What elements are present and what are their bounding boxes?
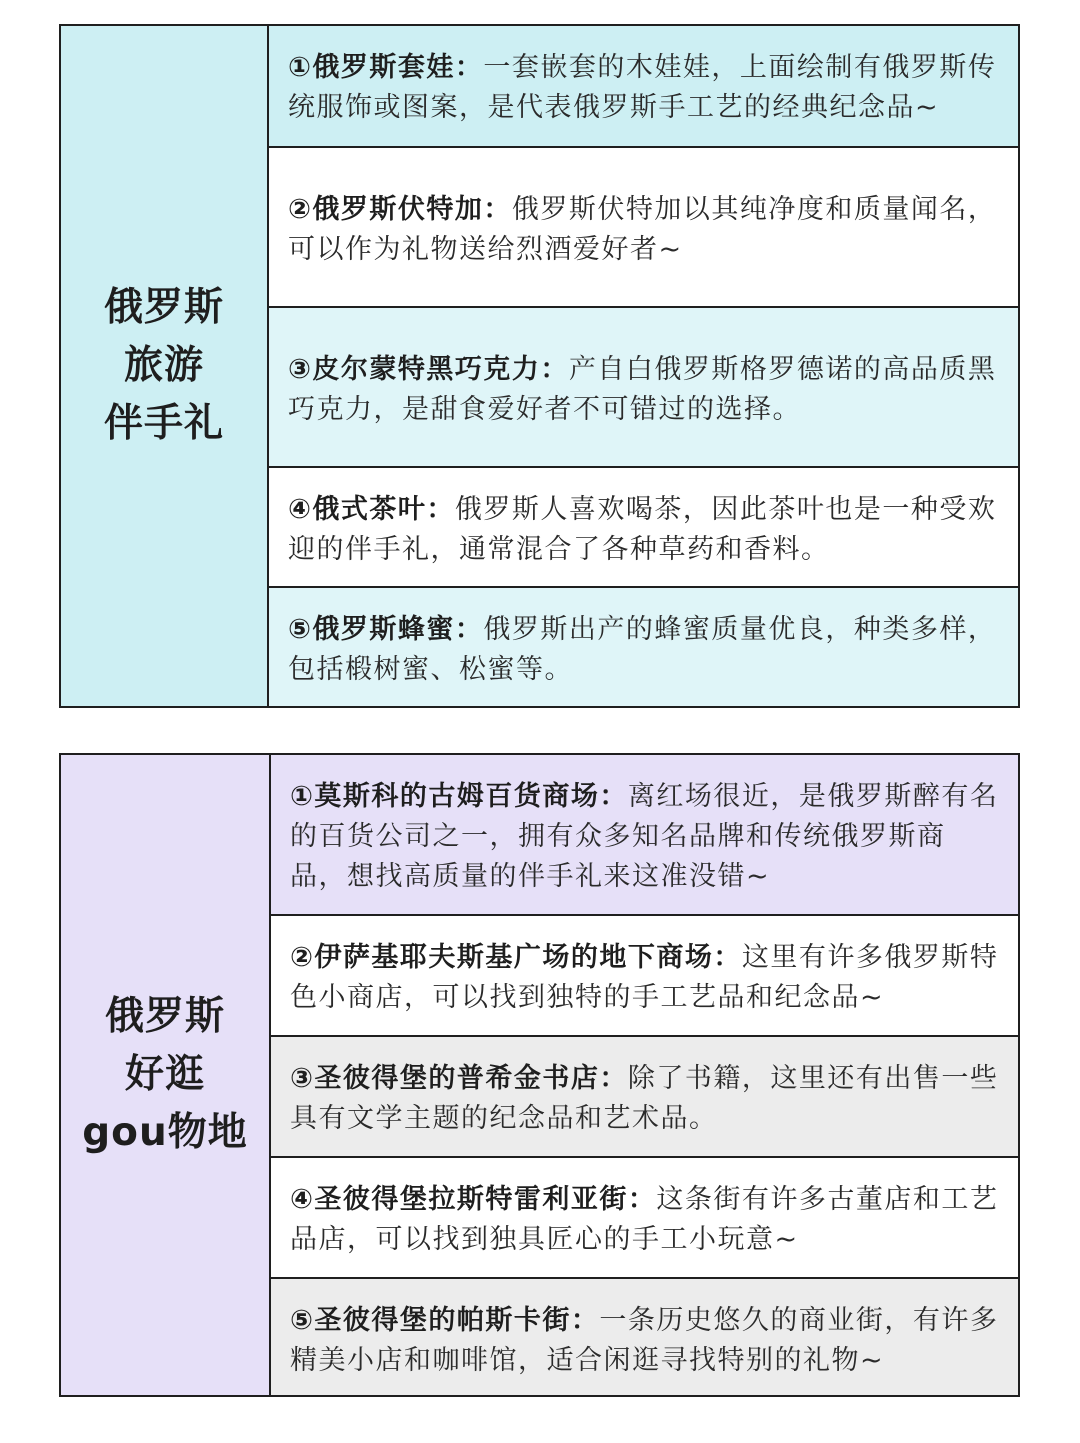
item-title: ④俄式茶叶： <box>288 494 455 525</box>
table-row <box>271 1037 1018 1158</box>
shopping-title-line: gou物地 <box>82 1110 248 1155</box>
shopping-title-line: 好逛 <box>124 1052 205 1097</box>
item-description: 俄罗斯出产的蜂蜜质量优良，种类多样，包括椴树蜜、松蜜等。 <box>288 614 997 685</box>
table-row <box>269 308 1018 468</box>
item-description: 这里有许多俄罗斯特色小商店，可以找到独特的手工艺品和纪念品~ <box>290 942 999 1013</box>
souvenirs-title-line: 伴手礼 <box>103 401 224 446</box>
shopping-title-line: 俄罗斯 <box>104 994 225 1039</box>
table-row <box>271 1279 1018 1395</box>
shopping-rows <box>271 755 1018 1395</box>
souvenirs-title-line: 旅游 <box>123 343 204 388</box>
item-description: 产自白俄罗斯格罗德诺的高品质黑巧克力，是甜食爱好者不可错过的选择。 <box>288 354 997 425</box>
item-description: 一条历史悠久的商业街，有许多精美小店和咖啡馆，适合闲逛寻找特别的礼物~ <box>290 1305 999 1376</box>
item-title: ⑤俄罗斯蜂蜜： <box>288 614 484 645</box>
item-description: 俄罗斯人喜欢喝茶，因此茶叶也是一种受欢迎的伴手礼，通常混合了各种草药和香料。 <box>288 494 997 565</box>
table-row <box>271 755 1018 916</box>
item-description: 除了书籍，这里还有出售一些具有文学主题的纪念品和艺术品。 <box>290 1063 999 1134</box>
table-row <box>269 148 1018 308</box>
souvenirs-category-cell <box>61 26 269 706</box>
souvenirs-rows <box>269 26 1018 706</box>
item-description: 离红场很近，是俄罗斯醉有名的百货公司之一，拥有众多知名品牌和传统俄罗斯商品，想找高质量的伴手礼来这准没错~ <box>290 781 999 892</box>
table-row <box>271 916 1018 1037</box>
item-title: ③圣彼得堡的普希金书店： <box>290 1063 628 1094</box>
shopping-table <box>59 753 1020 1397</box>
table-row <box>269 468 1018 588</box>
souvenirs-category-title <box>104 279 224 453</box>
item-title: ④圣彼得堡拉斯特雷利亚街： <box>290 1184 657 1215</box>
souvenirs-table <box>59 24 1020 708</box>
souvenirs-title-line: 俄罗斯 <box>103 285 224 330</box>
table-row <box>269 26 1018 148</box>
item-title: ①莫斯科的古姆百货商场： <box>290 781 628 812</box>
item-description: 一套嵌套的木娃娃，上面绘制有俄罗斯传统服饰或图案，是代表俄罗斯手工艺的经典纪念品~ <box>288 52 997 123</box>
item-title: ①俄罗斯套娃： <box>288 52 484 83</box>
item-description: 这条街有许多古董店和工艺品店，可以找到独具匠心的手工小玩意~ <box>290 1184 999 1255</box>
item-title: ③皮尔蒙特黑巧克力： <box>288 354 569 385</box>
item-title: ⑤圣彼得堡的帕斯卡街： <box>290 1305 600 1336</box>
shopping-category-cell <box>61 755 271 1395</box>
item-description: 俄罗斯伏特加以其纯净度和质量闻名，可以作为礼物送给烈酒爱好者~ <box>288 194 997 265</box>
item-title: ②俄罗斯伏特加： <box>288 194 512 225</box>
shopping-category-title <box>82 988 247 1162</box>
item-title: ②伊萨基耶夫斯基广场的地下商场： <box>290 942 742 973</box>
table-row <box>269 588 1018 706</box>
table-row <box>271 1158 1018 1279</box>
